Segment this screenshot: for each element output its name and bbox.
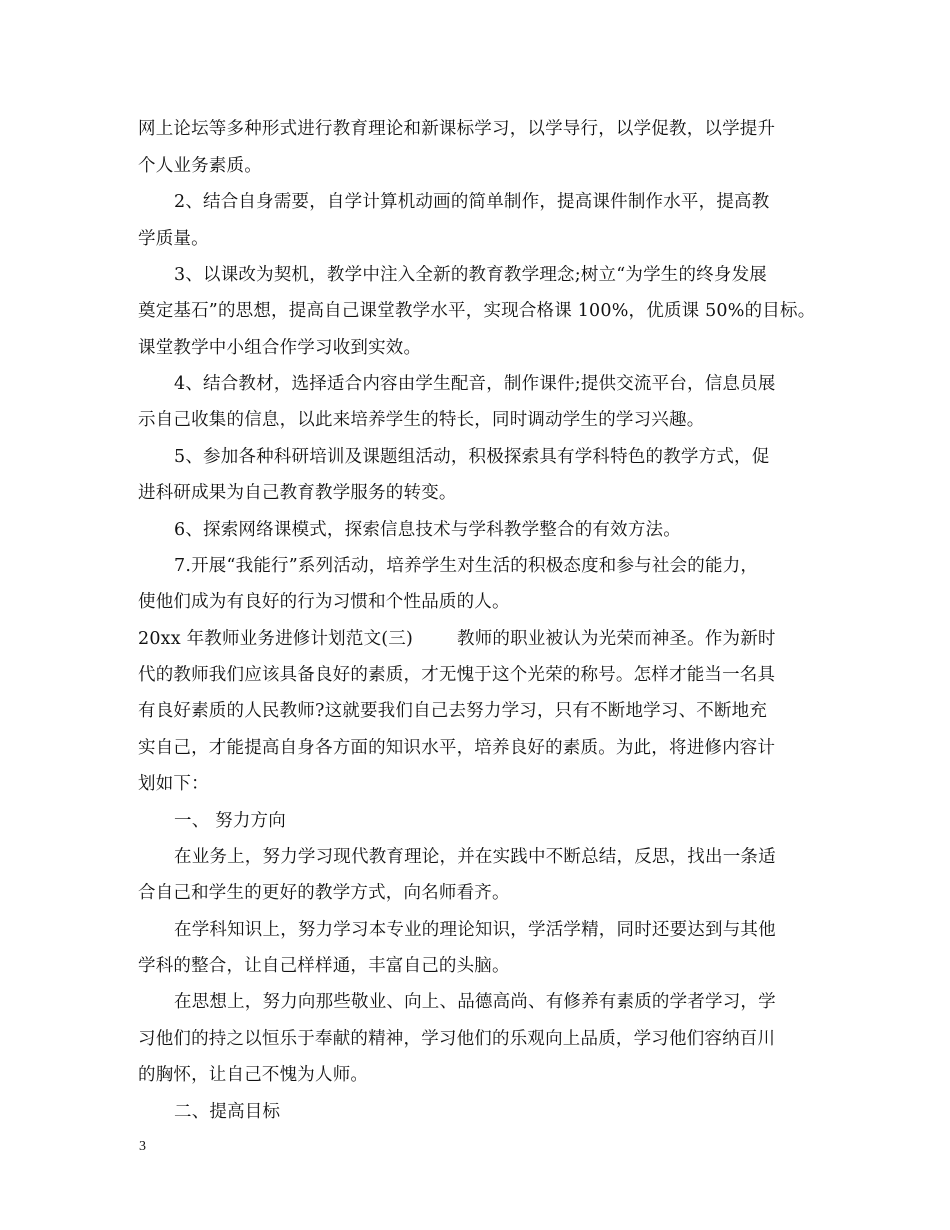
text-line: 4、结合教材，选择适合内容由学生配音，制作课件;提供交流平台，信息员展 (174, 374, 776, 394)
text-line: 代的教师我们应该具备良好的素质，才无愧于这个光荣的称号。怎样才能当一名具 (138, 665, 776, 685)
text-line: 有良好素质的人民教师?这就要我们自己去努力学习，只有不断地学习、不断地充 (138, 701, 768, 721)
heading-line: 一、 努力方向 (174, 811, 286, 831)
text-line: 使他们成为有良好的行为习惯和个性品质的人。 (138, 592, 510, 612)
section-title: 20xx 年教师业务进修计划范文(三) (138, 629, 414, 649)
section-heading-line (138, 627, 828, 651)
text-line: 个人业务素质。 (138, 156, 262, 176)
text-line: 学质量。 (138, 229, 209, 249)
text-line: 5、参加各种科研培训及课题组活动，积极探索具有学科特色的教学方式，促 (174, 447, 770, 467)
paragraph-start: 教师的职业被认为光荣而神圣。作为新时 (457, 629, 776, 649)
text-line: 3、以课改为契机，教学中注入全新的教育教学理念;树立“为学生的终身发展 (174, 265, 767, 285)
text-line: 2、结合自身需要，自学计算机动画的简单制作，提高课件制作水平，提高教 (174, 192, 770, 212)
text-line: 的胸怀，让自己不愧为人师。 (138, 1065, 369, 1085)
text-line: 在业务上，努力学习现代教育理论，并在实践中不断总结，反思，找出一条适 (174, 847, 776, 867)
text-line: 习他们的持之以恒乐于奉献的精神，学习他们的乐观向上品质，学习他们容纳百川 (138, 1029, 776, 1049)
text-line: 划如下： (138, 774, 209, 794)
text-line: 在思想上，努力向那些敬业、向上、品德高尚、有修养有素质的学者学习，学 (174, 992, 776, 1012)
text-line: 学科的整合，让自己样样通，丰富自己的头脑。 (138, 956, 510, 976)
text-line: 进科研成果为自己教育教学服务的转变。 (138, 483, 457, 503)
text-line: 示自己收集的信息，以此来培养学生的特长，同时调动学生的学习兴趣。 (138, 410, 705, 430)
text-line: 网上论坛等多种形式进行教育理论和新课标学习，以学导行，以学促教，以学提升 (138, 119, 776, 139)
text-line: 课堂教学中小组合作学习收到实效。 (138, 338, 422, 358)
text-line: 在学科知识上，努力学习本专业的理论知识，学活学精，同时还要达到与其他 (174, 920, 776, 940)
heading-line: 二、提高目标 (174, 1102, 281, 1122)
text-line: 6、探索网络课模式，探索信息技术与学科教学整合的有效方法。 (174, 520, 681, 540)
page-number: 3 (139, 1139, 146, 1154)
text-line: 实自己，才能提高自身各方面的知识水平，培养良好的素质。为此，将进修内容计 (138, 738, 776, 758)
text-line: 合自己和学生的更好的教学方式，向名师看齐。 (138, 883, 510, 903)
text-line: 奠定基石”的思想，提高自己课堂教学水平，实现合格课 100%，优质课 50%的目标。 (138, 301, 816, 321)
text-line: 7.开展“我能行”系列活动，培养学生对生活的积极态度和参与社会的能力， (174, 556, 759, 576)
